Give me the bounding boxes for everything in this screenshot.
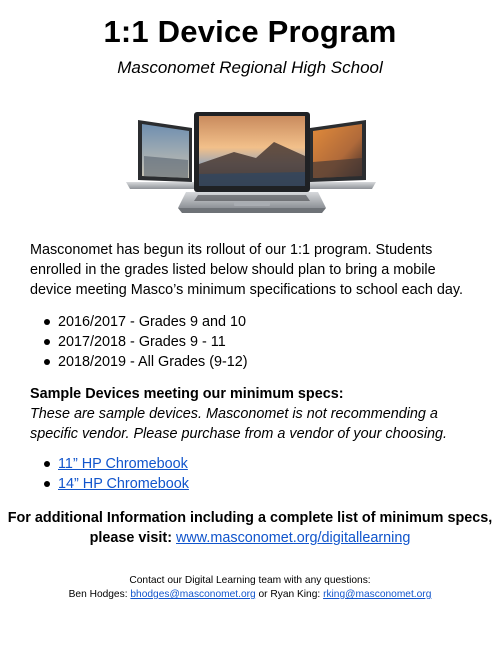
device-links-list: [30, 454, 189, 494]
laptops-icon: [124, 112, 378, 216]
list-item: [30, 454, 189, 474]
hp-14-chromebook-link[interactable]: 14” HP Chromebook: [58, 476, 189, 492]
bullet-icon: [44, 461, 50, 467]
digital-learning-link[interactable]: www.masconomet.org/digitallearning: [176, 530, 411, 546]
bullet-icon: [44, 359, 50, 365]
contact-line-1: Contact our Digital Learning team with any questions:: [129, 575, 371, 586]
hp-11-chromebook-link[interactable]: 11” HP Chromebook: [58, 456, 188, 472]
list-item: 2016/2017 - Grades 9 and 10: [30, 312, 248, 332]
list-item: [30, 474, 189, 494]
list-item: 2018/2019 - All Grades (9-12): [30, 352, 248, 372]
bhodges-email-link[interactable]: bhodges@masconomet.org: [130, 589, 256, 600]
contact-line-2: Ben Hodges: bhodges@masconomet.org or Ryan King: rking@masconomet.org: [68, 589, 432, 600]
rollout-list: [30, 312, 248, 372]
list-item: 2017/2018 - Grades 9 - 11: [30, 332, 248, 352]
sample-devices-heading: Sample Devices meeting our minimum specs:: [30, 386, 344, 402]
bullet-icon: [44, 319, 50, 325]
info-line-2: please visit: www.masconomet.org/digitallearning: [89, 530, 411, 546]
intro-paragraph: Masconomet has begun its rollout of our 1:1 program. Students enrolled in the grades listed below should plan to bring a mobile device meeting Masco’s minimum specifications to school each day.: [30, 242, 463, 298]
rking-email-link[interactable]: rking@masconomet.org: [323, 589, 432, 600]
additional-info: [0, 508, 500, 548]
contact-footer: [0, 574, 500, 602]
bullet-icon: [44, 481, 50, 487]
sample-devices-note: These are sample devices. Masconomet is not recommending a specific vendor. Please purchase from a vendor of your choosing.: [30, 406, 448, 442]
page-subtitle: Masconomet Regional High School: [117, 58, 383, 77]
info-line-1: For additional Information including a complete list of minimum specs,: [7, 510, 493, 526]
page-title: 1:1 Device Program: [103, 14, 397, 49]
bullet-icon: [44, 339, 50, 345]
